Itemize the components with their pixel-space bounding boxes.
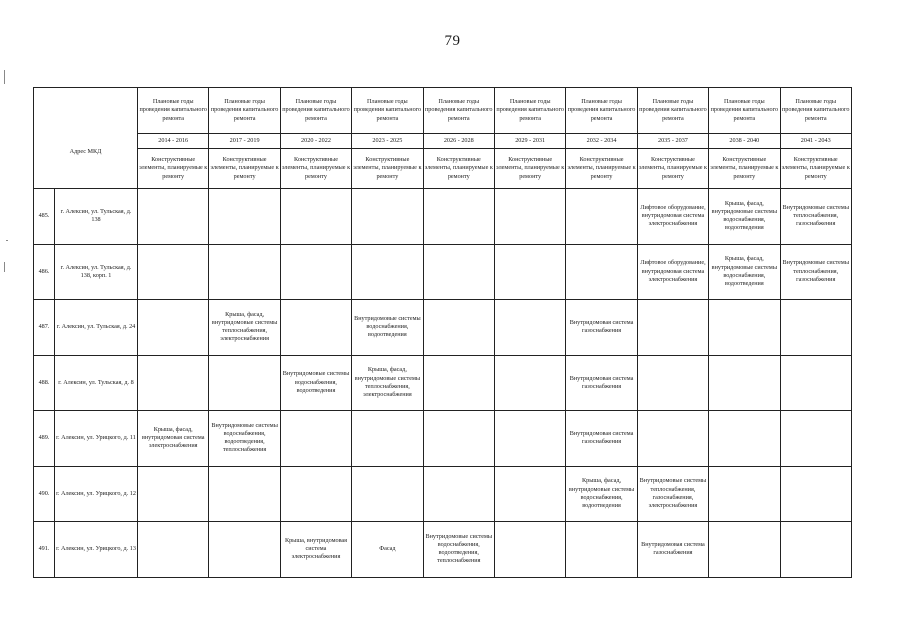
row-number: 491. (34, 522, 55, 578)
header-row-elements (34, 149, 852, 189)
scan-mark (4, 262, 5, 272)
repair-cell (209, 466, 280, 522)
row-address: г. Алексин, ул. Тульская, д. 24 (55, 300, 138, 356)
repair-cell (209, 522, 280, 578)
elements-label-cell: Конструктивные элементы, планируемые к ремонту (280, 149, 351, 189)
repair-cell (709, 522, 780, 578)
repair-cell (566, 522, 637, 578)
elements-label-cell: Конструктивные элементы, планируемые к ремонту (780, 149, 851, 189)
page-number: 79 (444, 33, 461, 49)
elements-label-cell: Конструктивные элементы, планируемые к ремонту (138, 149, 209, 189)
repair-cell (209, 189, 280, 245)
repair-cell (352, 244, 423, 300)
elements-label-cell: Конструктивные элементы, планируемые к ремонту (709, 149, 780, 189)
table-row (34, 466, 852, 522)
row-number: 487. (34, 300, 55, 356)
elements-label-cell: Конструктивные элементы, планируемые к ремонту (423, 149, 494, 189)
repair-cell (352, 466, 423, 522)
repair-cell (494, 189, 565, 245)
repair-cell (637, 411, 708, 467)
period-title-cell: Плановые годы проведения капитального ремонта (138, 88, 209, 134)
repair-cell: Крыша, фасад, внутридомовые системы водоснабжения, водоотведения (709, 189, 780, 245)
row-address: г. Алексин, ул. Урицкого, д. 13 (55, 522, 138, 578)
repair-cell (494, 300, 565, 356)
row-number: 490. (34, 466, 55, 522)
repair-cell (780, 522, 851, 578)
period-title-cell: Плановые годы проведения капитального ремонта (780, 88, 851, 134)
period-cell: 2014 - 2016 (138, 134, 209, 149)
period-cell: 2020 - 2022 (280, 134, 351, 149)
repair-cell (423, 411, 494, 467)
period-cell: 2038 - 2040 (709, 134, 780, 149)
elements-label-cell: Конструктивные элементы, планируемые к ремонту (352, 149, 423, 189)
repair-cell (138, 522, 209, 578)
repair-cell (423, 244, 494, 300)
repair-cell: Внутридомовая система газоснабжения (566, 300, 637, 356)
repair-cell: Крыша, фасад, внутридомовая система электроснабжения (138, 411, 209, 467)
repair-cell (280, 189, 351, 245)
repair-cell: Крыша, фасад, внутридомовые системы водоснабжения, водоотведения (566, 466, 637, 522)
address-header (34, 88, 138, 189)
repair-cell (780, 411, 851, 467)
repair-cell (423, 300, 494, 356)
period-title-cell: Плановые годы проведения капитального ремонта (494, 88, 565, 134)
repair-cell (709, 355, 780, 411)
header-row-title (34, 88, 852, 134)
period-title-cell: Плановые годы проведения капитального ремонта (280, 88, 351, 134)
repair-cell: Крыша, внутридомовая система электроснабжения (280, 522, 351, 578)
repair-cell (209, 355, 280, 411)
repair-cell (780, 466, 851, 522)
period-cell: 2041 - 2043 (780, 134, 851, 149)
row-address: г. Алексин, ул. Урицкого, д. 12 (55, 466, 138, 522)
scan-mark (4, 70, 5, 84)
repair-cell: Крыша, фасад, внутридомовые системы теплоснабжения, электроснабжения (352, 355, 423, 411)
repair-cell (138, 300, 209, 356)
row-number: 485. (34, 189, 55, 245)
repair-cell (780, 355, 851, 411)
repair-cell: Лифтовое оборудование, внутридомовая система электроснабжения (637, 189, 708, 245)
repair-cell: Лифтовое оборудование, внутридомовая система электроснабжения (637, 244, 708, 300)
repair-cell (352, 411, 423, 467)
repair-cell: Крыша, фасад, внутридомовые системы водоснабжения, водоотведения (709, 244, 780, 300)
repair-cell (780, 300, 851, 356)
repair-cell (423, 189, 494, 245)
repair-cell: Внутридомовая система газоснабжения (566, 411, 637, 467)
repair-cell (494, 522, 565, 578)
period-title-cell: Плановые годы проведения капитального ремонта (352, 88, 423, 134)
row-address: г. Алексин, ул. Тульская, д. 8 (55, 355, 138, 411)
repair-cell (280, 466, 351, 522)
repair-cell: Фасад (352, 522, 423, 578)
table-row (34, 189, 852, 245)
period-title-cell: Плановые годы проведения капитального ремонта (709, 88, 780, 134)
repair-cell: Внутридомовые системы теплоснабжения, газоснабжения (780, 244, 851, 300)
period-title-cell: Плановые годы проведения капитального ремонта (637, 88, 708, 134)
repair-cell (423, 466, 494, 522)
table-row (34, 355, 852, 411)
period-cell: 2035 - 2037 (637, 134, 708, 149)
header-row-periods (34, 134, 852, 149)
scan-mark (6, 240, 8, 241)
period-cell: 2029 - 2031 (494, 134, 565, 149)
repair-cell (709, 466, 780, 522)
period-cell: 2017 - 2019 (209, 134, 280, 149)
repair-cell (280, 411, 351, 467)
period-cell: 2023 - 2025 (352, 134, 423, 149)
row-address: г. Алексин, ул. Тульская, д. 138 (55, 189, 138, 245)
period-title-cell: Плановые годы проведения капитального ремонта (423, 88, 494, 134)
period-cell: 2032 - 2034 (566, 134, 637, 149)
table-row (34, 522, 852, 578)
table-row (34, 300, 852, 356)
repair-cell: Внутридомовые системы водоснабжения, водоотведения, теплоснабжения (423, 522, 494, 578)
table-row (34, 244, 852, 300)
repair-cell: Крыша, фасад, внутридомовые системы теплоснабжения, электроснабжения (209, 300, 280, 356)
repair-cell (494, 355, 565, 411)
row-number: 488. (34, 355, 55, 411)
repair-cell (566, 244, 637, 300)
repair-cell (280, 244, 351, 300)
capital-repair-table (33, 87, 852, 578)
repair-cell (138, 244, 209, 300)
period-title-cell: Плановые годы проведения капитального ремонта (566, 88, 637, 134)
repair-cell (138, 189, 209, 245)
period-cell: 2026 - 2028 (423, 134, 494, 149)
repair-cell (637, 300, 708, 356)
repair-cell (138, 355, 209, 411)
repair-cell: Внутридомовые системы теплоснабжения, газоснабжения, электроснабжения (637, 466, 708, 522)
elements-label-cell: Конструктивные элементы, планируемые к ремонту (566, 149, 637, 189)
elements-label-cell: Конструктивные элементы, планируемые к ремонту (637, 149, 708, 189)
repair-cell (352, 189, 423, 245)
repair-cell: Внутридомовые системы водоснабжения, водоотведения, теплоснабжения (209, 411, 280, 467)
repair-cell (709, 411, 780, 467)
repair-cell (637, 355, 708, 411)
repair-cell: Внутридомовые системы водоснабжения, водоотведения (352, 300, 423, 356)
repair-cell (209, 244, 280, 300)
repair-cell: Внутридомовые системы теплоснабжения, газоснабжения (780, 189, 851, 245)
repair-cell (566, 189, 637, 245)
repair-cell (494, 411, 565, 467)
repair-cell: Внутридомовые системы водоснабжения, водоотведения (280, 355, 351, 411)
row-address: г. Алексин, ул. Тульская, д. 138, корп. 1 (55, 244, 138, 300)
address-label: Адрес МКД (69, 147, 102, 155)
repair-cell: Внутридомовая система газоснабжения (566, 355, 637, 411)
table-row (34, 411, 852, 467)
elements-label-cell: Конструктивные элементы, планируемые к ремонту (209, 149, 280, 189)
row-number: 486. (34, 244, 55, 300)
period-title-cell: Плановые годы проведения капитального ремонта (209, 88, 280, 134)
row-number: 489. (34, 411, 55, 467)
repair-cell (494, 466, 565, 522)
elements-label-cell: Конструктивные элементы, планируемые к ремонту (494, 149, 565, 189)
repair-cell (138, 466, 209, 522)
repair-cell (494, 244, 565, 300)
repair-cell: Внутридомовая система газоснабжения (637, 522, 708, 578)
repair-cell (423, 355, 494, 411)
repair-cell (280, 300, 351, 356)
row-address: г. Алексин, ул. Урицкого, д. 11 (55, 411, 138, 467)
repair-cell (709, 300, 780, 356)
